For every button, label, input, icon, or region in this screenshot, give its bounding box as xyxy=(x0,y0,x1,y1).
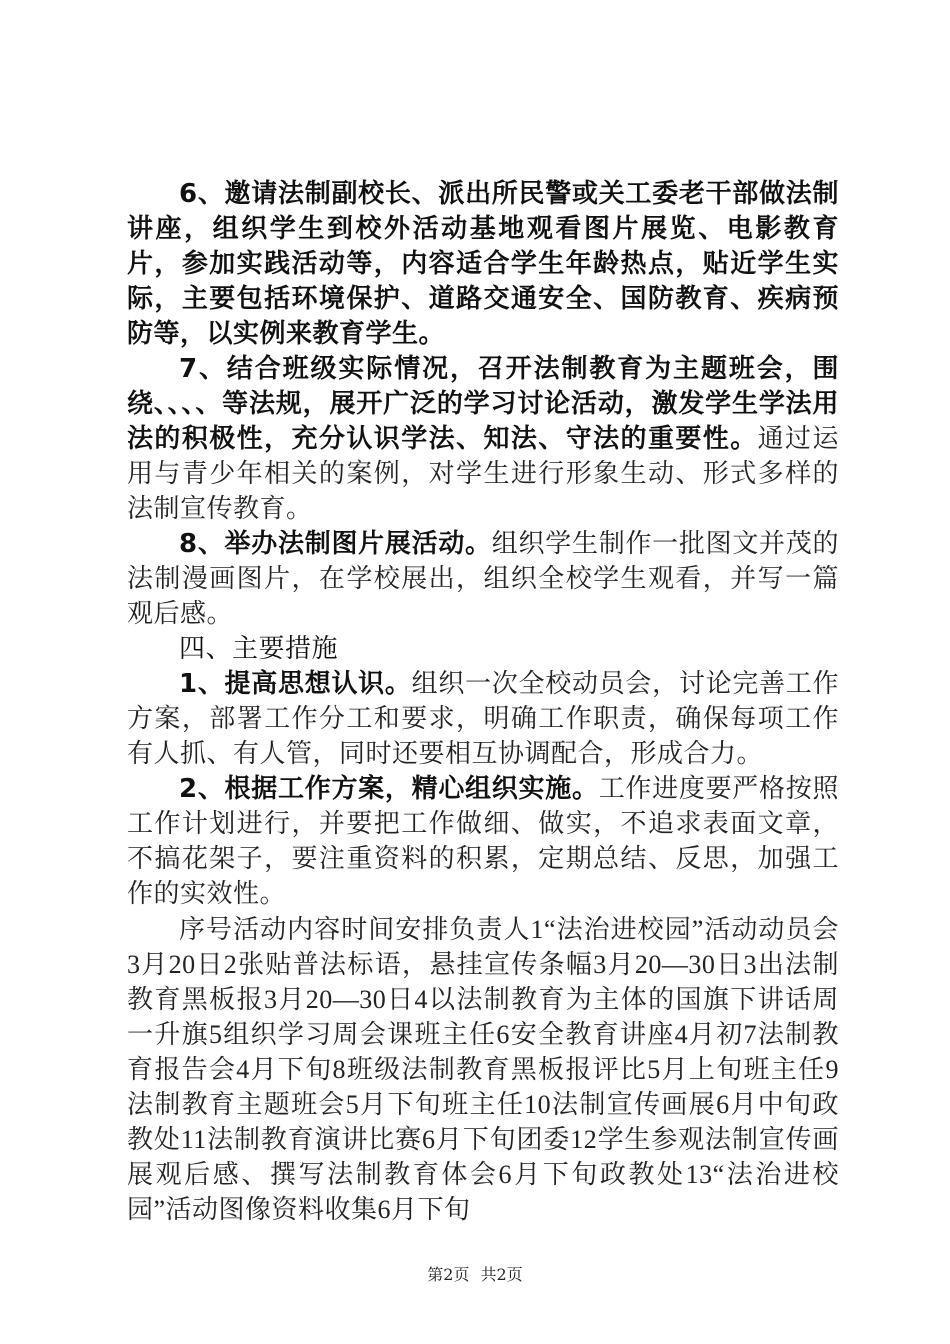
paragraph-item-7-lead: 7、结合班级实际情况，召开法制教育为主题班会，围绕、、、、等法规，展开广泛的学习讨论活动，激发学生学法用法的积极性，充分认识学法、知法、守法的重要性。 xyxy=(127,354,839,454)
measure-item-1-body: 组织一次全校动员会，讨论完善工作方案，部署工作分工和要求，明确工作职责，确保每项工作有人抓、有人管，同时还要相互协调配合，形成合力。 xyxy=(127,669,839,769)
measure-item-1 xyxy=(127,667,839,772)
measure-item-2-body: 工作进度要严格按照工作计划进行，并要把工作做细、做实，不追求表面文章，不搞花架子，要注重资料的积累，定期总结、反思，加强工作的实效性。 xyxy=(127,774,839,909)
paragraph-item-8-body: 组织学生制作一批图文并茂的法制漫画图片，在学校展出，组织全校学生观看，并写一篇观后感。 xyxy=(127,529,839,629)
page-total-label: 共2页 xyxy=(480,1265,523,1284)
paragraph-item-8 xyxy=(127,527,839,632)
measure-item-2-lead: 2、根据工作方案，精心组织实施。 xyxy=(179,774,599,804)
page-footer xyxy=(0,1262,950,1285)
section-heading: 四、主要措施 xyxy=(179,634,339,664)
measure-item-2 xyxy=(127,772,839,912)
paragraph-item-6-lead: 6、邀请法制副校长、派出所民警或关工委老干部做法制讲座，组织学生到校外活动基地观看图片展览、电影教育片，参加实践活动等，内容适合学生年龄热点，贴近学生实际，主要包括环境保护、道路交通安全、国防教育、疾病预防等，以实例来教育学生。 xyxy=(127,179,839,349)
page-number-label: 第2页 xyxy=(427,1265,470,1284)
paragraph-item-7-body: 通过运用与青少年相关的案例，对学生进行形象生动、形式多样的法制宣传教育。 xyxy=(127,424,839,524)
document-body xyxy=(127,177,839,1227)
schedule-text: 序号活动内容时间安排负责人1“法治进校园”活动动员会3月20日2张贴普法标语，悬挂宣传条幅3月20—30日3出法制教育黑板报3月20—30日4以法制教育为主体的国旗下讲话周一升旗5组织学习周会课班主任6安全教育讲座4月初7法制教育报告会4月下旬8班级法制教育黑板报评比5月上旬班主任9法制教育主题班会5月下旬班主任10法制宣传画展6月中旬政教处11法制教育演讲比赛6月下旬团委12学生参观法制宣传画展观后感、撰写法制教育体会6月下旬政教处13“法治进校园”活动图像资料收集6月下旬 xyxy=(127,915,839,1224)
measure-item-1-lead: 1、提高思想认识。 xyxy=(179,669,412,699)
paragraph-item-6 xyxy=(127,177,839,352)
paragraph-item-7 xyxy=(127,352,839,527)
paragraph-item-8-lead: 8、举办法制图片展活动。 xyxy=(179,529,492,559)
